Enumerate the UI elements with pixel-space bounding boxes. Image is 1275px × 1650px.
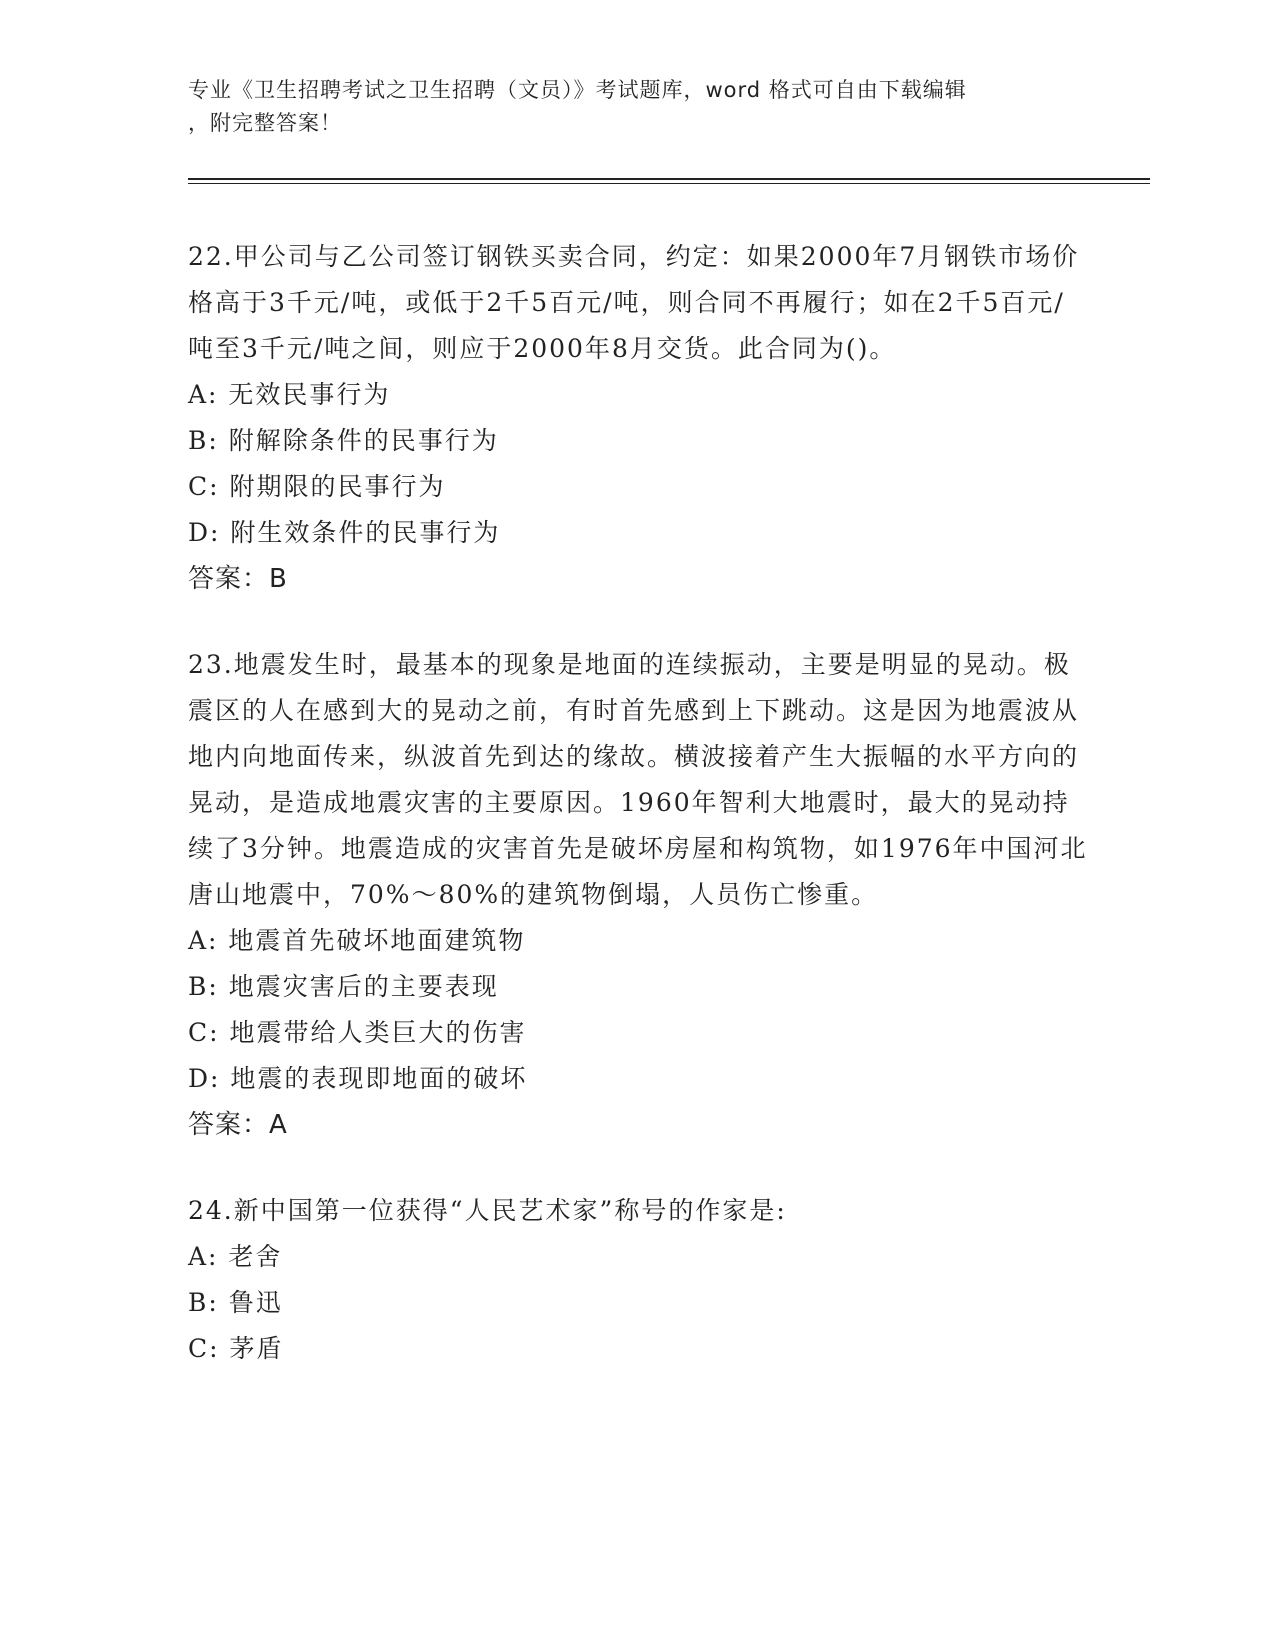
question-list (188, 234, 1088, 1412)
header-line-1: 专业《卫生招聘考试之卫生招聘（文员）》考试题库，word 格式可自由下载编辑 (188, 78, 967, 102)
option-c: C: 地震带给人类巨大的伤害 (188, 1018, 527, 1047)
option-b: B: 附解除条件的民事行为 (188, 426, 499, 455)
option-c: C: 茅盾 (188, 1334, 284, 1363)
option-a: A: 无效民事行为 (188, 380, 391, 409)
question-stem: 23.地震发生时，最基本的现象是地面的连续振动，主要是明显的晃动。极震区的人在感到大的晃动之前，有时首先感到上下跳动。这是因为地震波从地内向地面传来，纵波首先到达的缘故。横波接着产生大振幅的水平方向的晃动，是造成地震灾害的主要原因。1960年智利大地震时，最大的晃动持续了3分钟。地震造成的灾害首先是破坏房屋和构筑物，如1976年中国河北唐山地震中，70%～80%的建筑物倒塌，人员伤亡惨重。 (188, 650, 1088, 909)
question-23 (188, 642, 1088, 1148)
answer-label: 答案：B (188, 564, 288, 594)
question-24 (188, 1188, 1088, 1372)
answer-label: 答案：A (188, 1110, 288, 1140)
question-stem: 22.甲公司与乙公司签订钢铁买卖合同，约定：如果2000年7月钢铁市场价格高于3千元/吨，或低于2千5百元/吨，则合同不再履行；如在2千5百元/吨至3千元/吨之间，则应于2000年8月交货。此合同为()。 (188, 242, 1080, 363)
header-rule-thin (188, 183, 1150, 184)
header-line-2: ，附完整答案！ (188, 111, 342, 135)
document-header (188, 74, 1068, 140)
option-a: A: 老舍 (188, 1242, 283, 1271)
header-rule-thick (188, 178, 1150, 180)
question-stem: 24.新中国第一位获得“人民艺术家”称号的作家是: (188, 1196, 787, 1225)
option-d: D: 地震的表现即地面的破坏 (188, 1064, 528, 1093)
option-d: D: 附生效条件的民事行为 (188, 518, 501, 547)
option-a: A: 地震首先破坏地面建筑物 (188, 926, 526, 955)
option-b: B: 鲁迅 (188, 1288, 283, 1317)
question-22 (188, 234, 1088, 602)
option-b: B: 地震灾害后的主要表现 (188, 972, 499, 1001)
option-c: C: 附期限的民事行为 (188, 472, 446, 501)
